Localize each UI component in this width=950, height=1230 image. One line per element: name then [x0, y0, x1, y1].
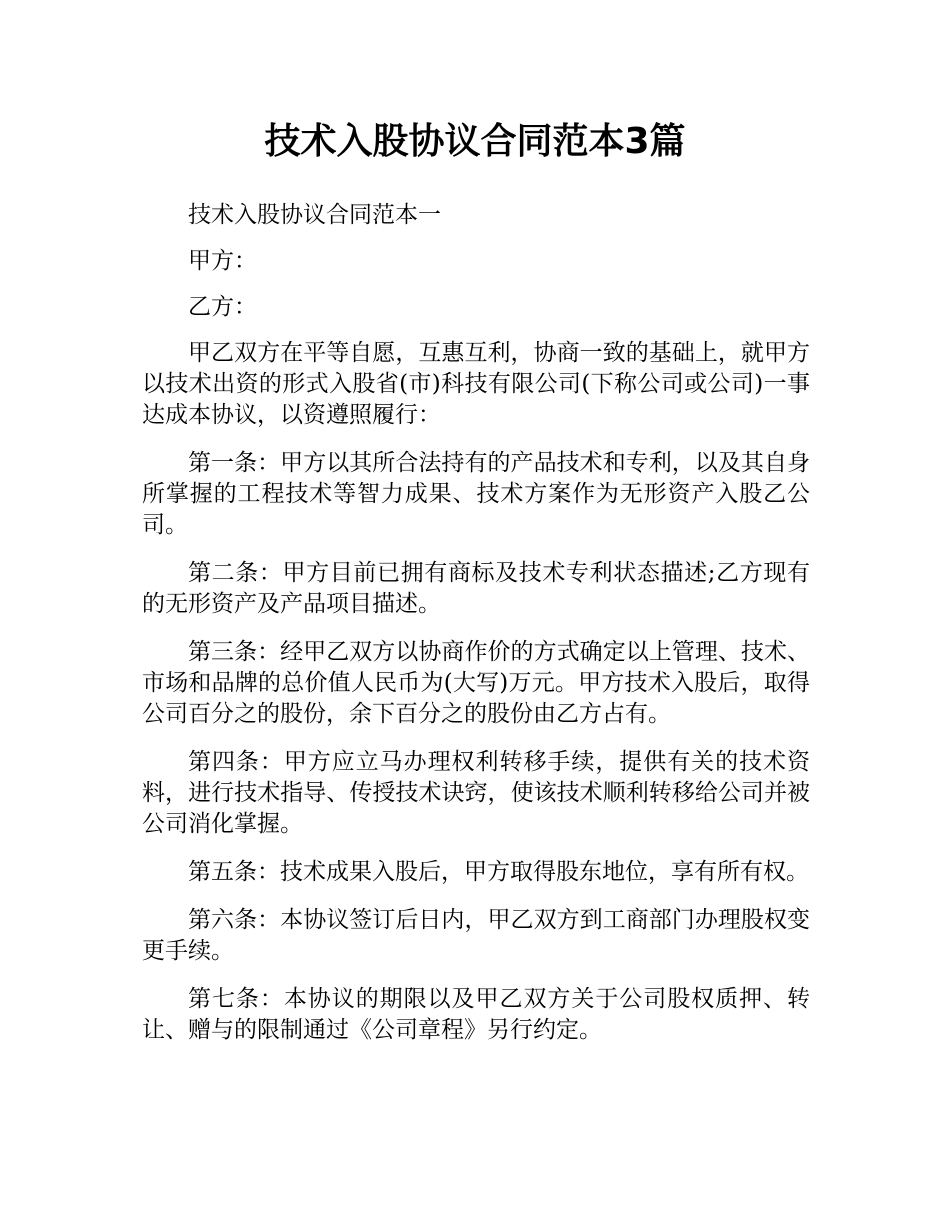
- clause-1: 第一条：甲方以其所合法持有的产品技术和专利，以及其自身所掌握的工程技术等智力成果、技术方案作为无形资产入股乙公司。: [142, 450, 810, 538]
- document-body: [142, 200, 810, 1063]
- clause-6: 第六条：本协议签订后日内，甲乙双方到工商部门办理股权变更手续。: [142, 907, 810, 964]
- document-title: 技术入股协议合同范本3篇: [264, 121, 686, 162]
- clause-3: 第三条：经甲乙双方以协商作价的方式确定以上管理、技术、市场和品牌的总价值人民币为(大写)万元。甲方技术入股后，取得公司百分之的股份，余下百分之的股份由乙方占有。: [142, 639, 810, 727]
- preamble-paragraph: 甲乙双方在平等自愿，互惠互利，协商一致的基础上，就甲方以技术出资的形式入股省(市)科技有限公司(下称公司或公司)一事达成本协议，以资遵照履行：: [142, 340, 810, 428]
- clause-5: 第五条：技术成果入股后，甲方取得股东地位，享有所有权。: [188, 859, 809, 885]
- clause-7: 第七条：本协议的期限以及甲乙双方关于公司股权质押、转让、赠与的限制通过《公司章程》另行约定。: [142, 986, 810, 1043]
- party-a-line: 甲方：: [188, 248, 257, 274]
- party-b-line: 乙方：: [188, 294, 257, 320]
- section-heading: 技术入股协议合同范本一: [188, 202, 441, 228]
- clause-2: 第二条：甲方目前已拥有商标及技术专利状态描述;乙方现有的无形资产及产品项目描述。: [142, 560, 810, 617]
- clause-4: 第四条：甲方应立马办理权利转移手续，提供有关的技术资料，进行技术指导、传授技术诀窍，使该技术顺利转移给公司并被公司消化掌握。: [142, 749, 810, 837]
